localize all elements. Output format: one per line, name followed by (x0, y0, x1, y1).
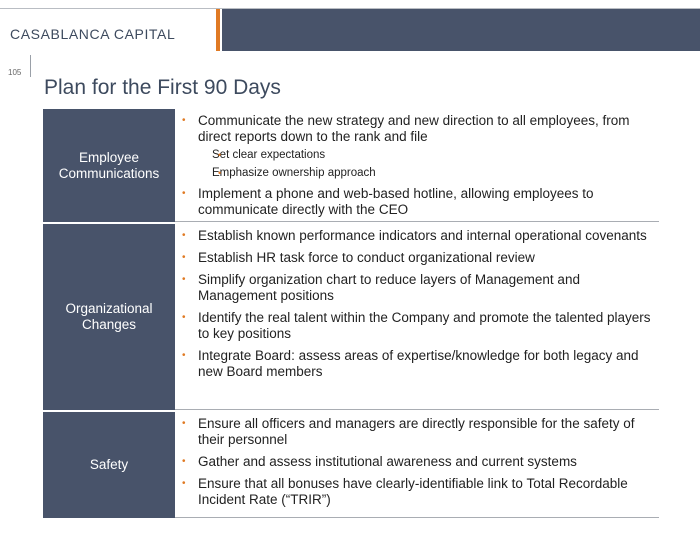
bullet-item: • Integrate Board: assess areas of expertise/knowledge for both legacy and new Board members (178, 348, 659, 380)
category-label: Employee Communications (43, 109, 175, 222)
bullet-item: • Gather and assess institutional awareness and current systems (178, 454, 659, 470)
table-row-employee-communications (43, 109, 659, 222)
bullet-list (178, 416, 659, 508)
brand-name: CASABLANCA CAPITAL (10, 26, 176, 42)
header-banner (222, 9, 700, 51)
bullet-item: • Simplify organization chart to reduce layers of Management and Management positions (178, 272, 659, 304)
table-row-organizational-changes (43, 224, 659, 410)
table-row-safety (43, 412, 659, 518)
sub-bullet-item: • Emphasize ownership approach (198, 166, 659, 180)
bullet-item: • Establish known performance indicators and internal operational covenants (178, 228, 659, 244)
bullet-list (178, 113, 659, 218)
page-number: 105 (8, 68, 22, 77)
header-accent-bar (216, 9, 220, 51)
sub-bullet-list (198, 148, 659, 180)
row-content (175, 224, 659, 410)
bullet-item: • Establish HR task force to conduct organizational review (178, 250, 659, 266)
row-content (175, 109, 659, 222)
bullet-item: • Identify the real talent within the Company and promote the talented players to key positions (178, 310, 659, 342)
page-title: Plan for the First 90 Days (44, 76, 281, 99)
page-number-divider (30, 55, 31, 77)
bullet-list (178, 228, 659, 380)
category-label: Safety (43, 412, 175, 518)
category-label: Organizational Changes (43, 224, 175, 410)
sub-bullet-item: • Set clear expectations (198, 148, 659, 162)
bullet-item: • Ensure that all bonuses have clearly-identifiable link to Total Recordable Incident Rate (“TRIR”) (178, 476, 659, 508)
bullet-text: Implement a phone and web-based hotline, allowing employees to communicate directly with the CEO (198, 186, 594, 217)
plan-table (43, 109, 659, 518)
bullet-item (178, 186, 659, 218)
bullet-item (178, 113, 659, 180)
bullet-item: • Ensure all officers and managers are directly responsible for the safety of their personnel (178, 416, 659, 448)
row-content (175, 412, 659, 518)
bullet-text: Communicate the new strategy and new direction to all employees, from direct reports down to the rank and file (198, 113, 630, 144)
